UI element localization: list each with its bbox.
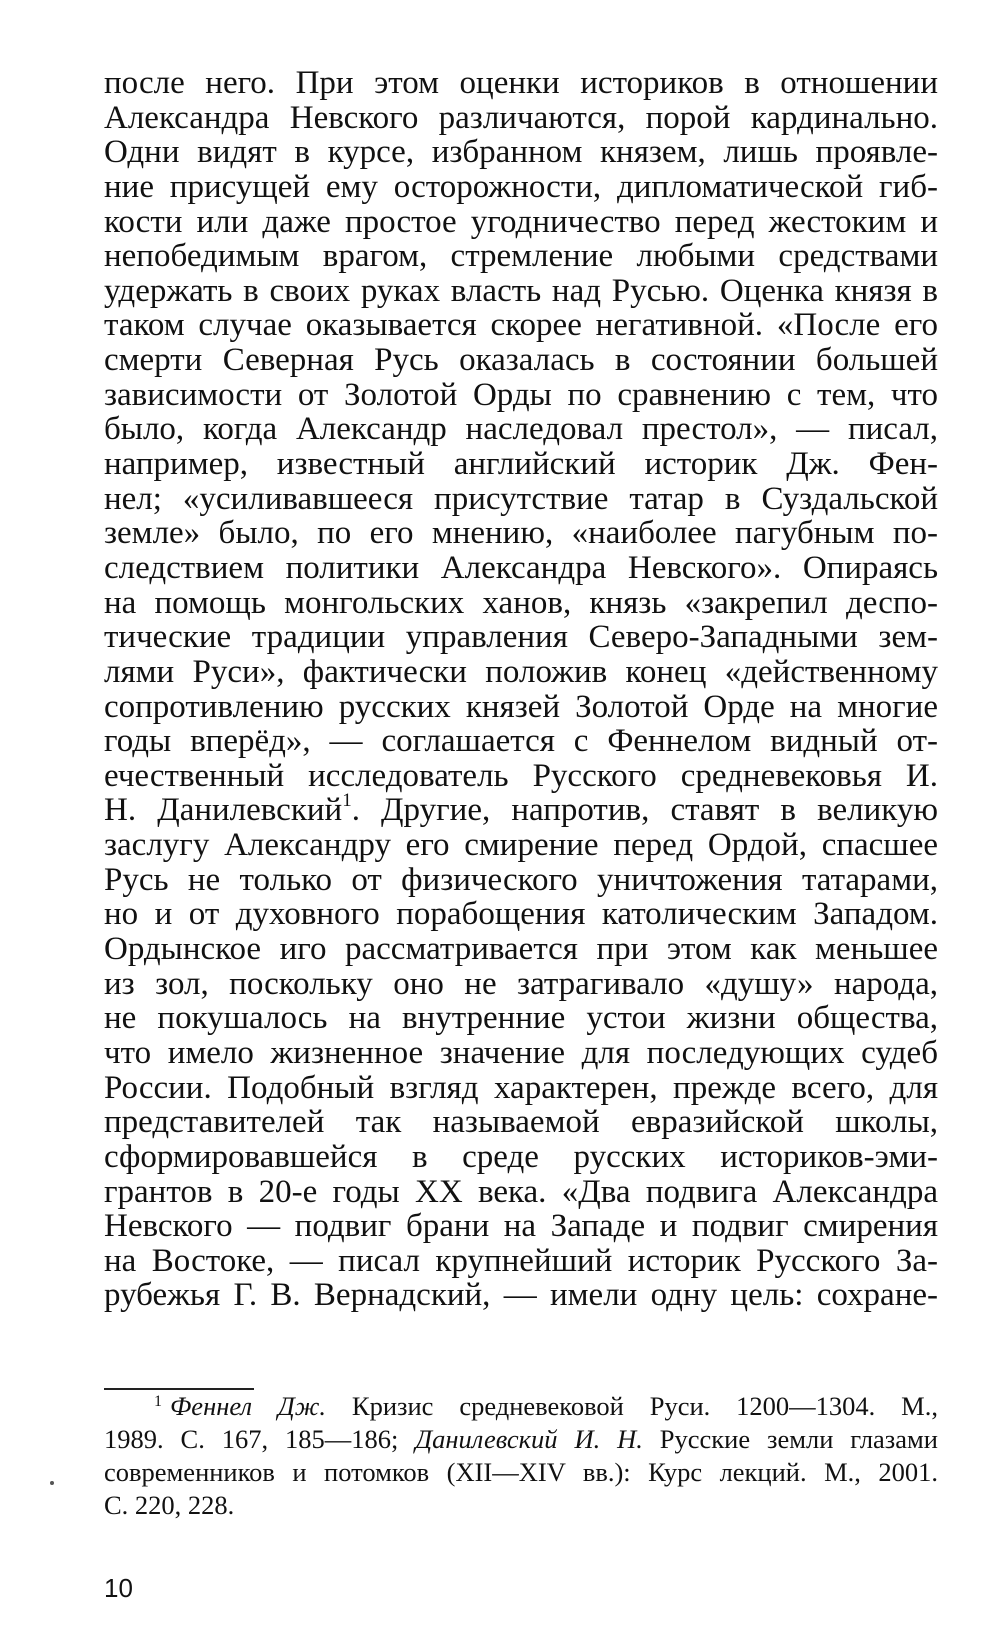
footnote-author: Феннел Дж. bbox=[170, 1391, 327, 1421]
text-line: непобедимым врагом, стремление любыми средствами bbox=[104, 238, 938, 275]
text-line: Ордынское иго рассматривается при этом как меньшее bbox=[104, 931, 938, 968]
text-line: следствием политики Александра Невского». Опираясь bbox=[104, 549, 938, 586]
text-line: Невского — подвиг брани на Западе и подвиг смирения bbox=[104, 1208, 938, 1245]
text-line: например, известный английский историк Дж. Фен- bbox=[104, 446, 938, 483]
main-text bbox=[104, 66, 938, 1313]
footnote-text: Русские земли глазами bbox=[642, 1424, 938, 1454]
text-line: представителей так называемой евразийской школы, bbox=[104, 1104, 938, 1141]
text-line: нел; «усиливавшееся присутствие татар в Суздальской bbox=[104, 480, 938, 517]
text-line: сформировавшейся в среде русских историков-эми- bbox=[104, 1138, 938, 1175]
text-line: не покушалось на внутренние устои жизни общества, bbox=[104, 1000, 938, 1037]
text-line: земле» было, по его мнению, «наиболее пагубным по- bbox=[104, 515, 938, 552]
text-line: заслугу Александру его смирение перед Ордой, спасшее bbox=[104, 827, 938, 864]
text-line: тические традиции управления Северо-Западными зем- bbox=[104, 619, 938, 656]
text-line: что имело жизненное значение для последующих судеб bbox=[104, 1034, 938, 1071]
text-segment: . Другие, напротив, ставят в великую bbox=[351, 792, 939, 829]
text-line: смерти Северная Русь оказалась в состоянии большей bbox=[104, 342, 938, 379]
text-line: зависимости от Золотой Орды по сравнению с тем, что bbox=[104, 376, 938, 413]
text-line: Одни видят в курсе, избранном князем, лишь проявле- bbox=[104, 134, 938, 171]
text-line: было, когда Александр наследовал престол», — писал, bbox=[104, 411, 938, 448]
text-line: кости или даже простое угодничество перед жестоким и bbox=[104, 203, 938, 240]
footnote-line: современников и потомков (XII—XIV вв.): Курс лекций. М., 2001. bbox=[104, 1457, 938, 1487]
footnote-text: 1989. С. 167, 185—186; bbox=[104, 1424, 416, 1454]
text-line: на Востоке, — писал крупнейший историк Русского За- bbox=[104, 1242, 938, 1279]
footnote-line: С. 220, 228. bbox=[104, 1490, 235, 1520]
text-line: таком случае оказывается скорее негативной. «После его bbox=[104, 307, 938, 344]
footnote-line bbox=[104, 1390, 938, 1423]
text-line: России. Подобный взгляд характерен, прежде всего, для bbox=[104, 1069, 938, 1106]
text-line: на помощь монгольских ханов, князь «закрепил деспо- bbox=[104, 584, 938, 621]
footnote bbox=[104, 1390, 938, 1522]
text-line: сопротивлению русских князей Золотой Орде на многие bbox=[104, 688, 938, 725]
text-segment: Н. Данилевский bbox=[104, 792, 343, 829]
page-number: 10 bbox=[104, 1573, 133, 1603]
text-line: лями Руси», фактически положив конец «действенному bbox=[104, 653, 938, 690]
text-line: годы вперёд», — соглашается с Феннелом видный от- bbox=[104, 723, 938, 760]
text-line: но и от духовного порабощения католическим Западом. bbox=[104, 896, 938, 933]
footnote-number: 1 bbox=[154, 1393, 162, 1410]
footnote-author: Данилевский И. Н. bbox=[415, 1424, 643, 1454]
text-line: ечественный исследователь Русского средневековья И. bbox=[104, 757, 938, 794]
text-line: после него. При этом оценки историков в отношении bbox=[104, 65, 938, 101]
text-line: рубежья Г. В. Вернадский, — имели одну цель: сохране- bbox=[104, 1277, 938, 1314]
text-line: ние присущей ему осторожности, дипломатической гиб- bbox=[104, 168, 938, 205]
scan-speck bbox=[50, 1481, 54, 1485]
footnote-text: Кризис средневековой Руси. 1200—1304. М., bbox=[326, 1391, 938, 1421]
text-line: грантов в 20-е годы XX века. «Два подвига Александра bbox=[104, 1173, 938, 1210]
footnote-line bbox=[104, 1423, 938, 1456]
text-line-with-footnote-ref bbox=[104, 790, 939, 829]
footnote-reference[interactable]: 1 bbox=[342, 790, 352, 812]
text-line: из зол, поскольку оно не затрагивало «душу» народа, bbox=[104, 965, 938, 1002]
text-line: Александра Невского различаются, порой кардинально. bbox=[104, 99, 938, 136]
text-line: удержать в своих руках власть над Русью. Оценка князя в bbox=[104, 272, 938, 309]
text-line: Русь не только от физического уничтожения татарами, bbox=[104, 861, 938, 898]
